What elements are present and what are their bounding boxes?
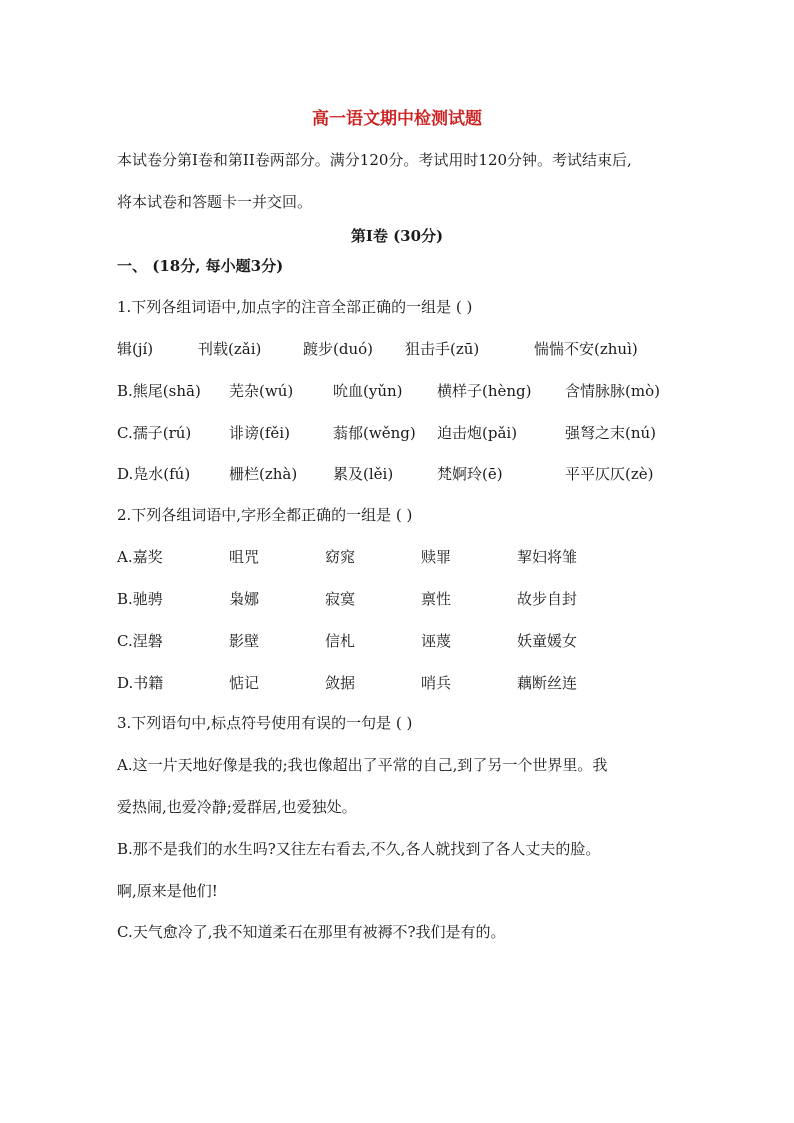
q1-c-1: C.孺子(rú) — [117, 424, 192, 442]
q1-d-3: 累及(lěi) — [333, 465, 394, 483]
q1-b-1: B.熊尾(shā) — [117, 382, 201, 400]
q2-b-2: 枭娜 — [229, 590, 260, 608]
question-1-stem: 1.下列各组词语中,加点字的注音全部正确的一组是 ( ) — [117, 298, 473, 316]
q2-c-2: 影壁 — [229, 632, 260, 650]
q1-b-5: 含情脉脉(mò) — [565, 382, 660, 400]
question-3-line-5: C.天气愈冷了,我不知道柔石在那里有被褥不?我们是有的。 — [117, 923, 506, 941]
question-2-stem: 2.下列各组词语中,字形全都正确的一组是 ( ) — [117, 506, 413, 524]
q2-a-2: 咀咒 — [229, 548, 260, 566]
q2-b-4: 禀性 — [421, 590, 452, 608]
q1-a-2: 刊载(zǎi) — [198, 340, 262, 358]
q2-b-3: 寂寞 — [325, 590, 356, 608]
q1-b-2: 芜杂(wú) — [229, 382, 294, 400]
q1-b-3: 吮血(yǔn) — [333, 382, 403, 400]
q2-d-4: 哨兵 — [421, 674, 452, 692]
intro-line-2: 将本试卷和答题卡一并交回。 — [117, 193, 313, 211]
question-3-line-1: A.这一片天地好像是我的;我也像超出了平常的自己,到了另一个世界里。我 — [117, 756, 608, 774]
q2-c-4: 诬蔑 — [421, 632, 452, 650]
part-heading: 一、 (18分, 每小题3分) — [117, 257, 284, 275]
document-title: 高一语文期中检测试题 — [312, 109, 482, 129]
question-3-line-2: 爱热闹,也爱冷静;爱群居,也爱独处。 — [117, 798, 357, 816]
q2-a-3: 窈窕 — [325, 548, 356, 566]
q2-c-3: 信札 — [325, 632, 356, 650]
q1-a-3: 踱步(duó) — [303, 340, 373, 358]
section-title: 第Ⅰ卷 (30分) — [350, 227, 444, 245]
q2-b-5: 故步自封 — [517, 590, 578, 608]
question-3-stem: 3.下列语句中,标点符号使用有误的一句是 ( ) — [117, 714, 413, 732]
q2-d-1: D.书籍 — [117, 674, 164, 692]
q1-a-4: 狙击手(zū) — [405, 340, 480, 358]
q2-d-3: 敛据 — [325, 674, 356, 692]
q2-b-1: B.驰骋 — [117, 590, 163, 608]
q2-d-2: 惦记 — [229, 674, 260, 692]
q1-c-3: 蓊郁(wěng) — [333, 424, 416, 442]
question-3-line-4: 啊,原来是他们! — [117, 882, 218, 900]
q2-a-1: A.嘉奖 — [117, 548, 163, 566]
question-3-line-3: B.那不是我们的水生吗?又往左右看去,不久,各人就找到了各人丈夫的脸。 — [117, 840, 601, 858]
q1-a-1: 辑(jí) — [117, 340, 154, 358]
q1-a-5: 惴惴不安(zhuì) — [534, 340, 638, 358]
q1-d-5: 平平仄仄(zè) — [565, 465, 654, 483]
q1-c-2: 诽谤(fěi) — [229, 424, 290, 442]
q1-b-4: 横样子(hèng) — [437, 382, 532, 400]
q2-c-1: C.涅磐 — [117, 632, 163, 650]
intro-line-1: 本试卷分第I卷和第II卷两部分。满分120分。考试用时120分钟。考试结束后, — [117, 151, 632, 169]
q1-d-1: D.凫水(fú) — [117, 465, 191, 483]
q2-a-5: 挈妇将雏 — [517, 548, 578, 566]
q2-a-4: 赎罪 — [421, 548, 452, 566]
q2-d-5: 藕断丝连 — [517, 674, 578, 692]
q1-c-5: 强弩之末(nú) — [565, 424, 657, 442]
q1-d-2: 栅栏(zhà) — [229, 465, 298, 483]
q1-d-4: 梵婀玲(ē) — [437, 465, 503, 483]
q2-c-5: 妖童媛女 — [517, 632, 578, 650]
q1-c-4: 迫击炮(pǎi) — [437, 424, 518, 442]
